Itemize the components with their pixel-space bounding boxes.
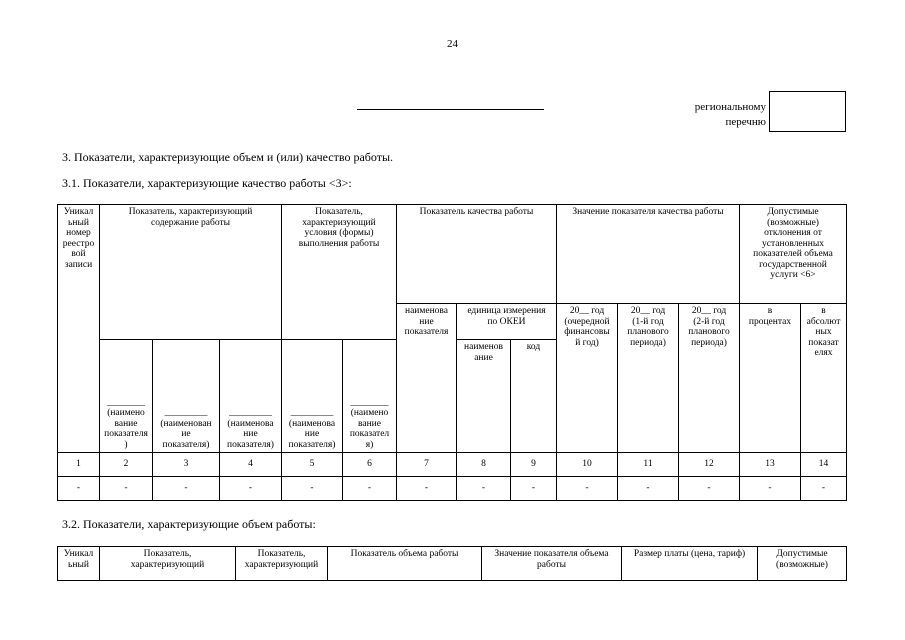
header-okei-unit: единица измерения по ОКЕИ: [457, 304, 557, 340]
table-row: [58, 477, 847, 501]
table-cell: -: [557, 477, 618, 501]
column-number: 11: [618, 453, 679, 477]
regional-list-label: регионaльному перечню: [694, 101, 766, 128]
column-number: 3: [153, 453, 220, 477]
column-number: 14: [801, 453, 847, 477]
header-unique-number: Уникал ьный номер реестро вой записи: [58, 205, 100, 453]
header-deviation-absolute: в абсолют ных показат елях: [801, 304, 847, 453]
header-sub-indicator-2: _________ (наименован ие показателя): [153, 340, 220, 453]
header-year-plan-2: 20__ год (2-й год планового периода): [679, 304, 740, 453]
table-cell: -: [397, 477, 457, 501]
header-sub-indicator-3: _________ (наименова ние показателя): [220, 340, 282, 453]
volume-indicators-table: [57, 546, 847, 581]
header-volume-indicator: Показатель объема работы: [328, 547, 482, 581]
table-cell: -: [153, 477, 220, 501]
header-work-conditions-indicator: Показатель, характеризующий: [236, 547, 328, 581]
column-number: 9: [511, 453, 557, 477]
header-okei-name: наименов ание: [457, 340, 511, 453]
section-3-1-title: 3.1. Показатели, характеризующие качество работы <3>:: [62, 176, 352, 190]
header-quality-value: Значение показателя качества работы: [557, 205, 740, 304]
section-3-title: 3. Показатели, характеризующие объем и (или) качество работы.: [62, 150, 394, 164]
table-cell: -: [740, 477, 801, 501]
header-unique-number: Уникал ьный: [58, 547, 100, 581]
header-indicator-name: наименова ние показателя: [397, 304, 457, 453]
table-cell: -: [100, 477, 153, 501]
table-cell: -: [511, 477, 557, 501]
table-cell: -: [282, 477, 343, 501]
header-year-plan-1: 20__ год (1-й год планового периода): [618, 304, 679, 453]
table-cell: -: [679, 477, 740, 501]
section-3-2-title: 3.2. Показатели, характеризующие объем работы:: [62, 517, 316, 531]
header-fee-size: Размер платы (цена, тариф): [622, 547, 758, 581]
header-work-conditions-indicator: Показатель, характеризующий условия (формы) выполнения работы: [282, 205, 397, 340]
column-number: 7: [397, 453, 457, 477]
header-allowed-deviations: Допустимые (возможные) отклонения от установленных показателей объема государственной услуги <6>: [740, 205, 847, 304]
header-year-current: 20__ год (очередной финансовы й год): [557, 304, 618, 453]
header-sub-indicator-1: ________ (наимено вание показателя ): [100, 340, 153, 453]
table-cell: -: [58, 477, 100, 501]
header-allowed-deviations: Допустимые (возможные): [758, 547, 847, 581]
signature-line: [357, 109, 544, 110]
header-work-content-indicator: Показатель, характеризующий: [100, 547, 236, 581]
table-cell: -: [457, 477, 511, 501]
column-number: 6: [343, 453, 397, 477]
column-numbers-row: [58, 453, 847, 477]
table-cell: -: [343, 477, 397, 501]
header-okei-code: код: [511, 340, 557, 453]
column-number: 12: [679, 453, 740, 477]
header-deviation-percent: в процентах: [740, 304, 801, 453]
regional-list-code-box: [769, 91, 846, 132]
table-cell: -: [220, 477, 282, 501]
table-cell: -: [618, 477, 679, 501]
column-number: 4: [220, 453, 282, 477]
column-number: 5: [282, 453, 343, 477]
column-number: 1: [58, 453, 100, 477]
header-work-content-indicator: Показатель, характеризующий содержание работы: [100, 205, 282, 340]
column-number: 2: [100, 453, 153, 477]
table-cell: -: [801, 477, 847, 501]
quality-indicators-table: [57, 204, 847, 501]
column-number: 10: [557, 453, 618, 477]
header-quality-indicator: Показатель качества работы: [397, 205, 557, 304]
column-number: 13: [740, 453, 801, 477]
header-sub-indicator-4: _________ (наименова ние показателя): [282, 340, 343, 453]
header-sub-indicator-5: ________ (наимено вание показател я): [343, 340, 397, 453]
header-volume-value: Значение показателя объема работы: [482, 547, 622, 581]
column-number: 8: [457, 453, 511, 477]
page-number: 24: [447, 38, 458, 50]
